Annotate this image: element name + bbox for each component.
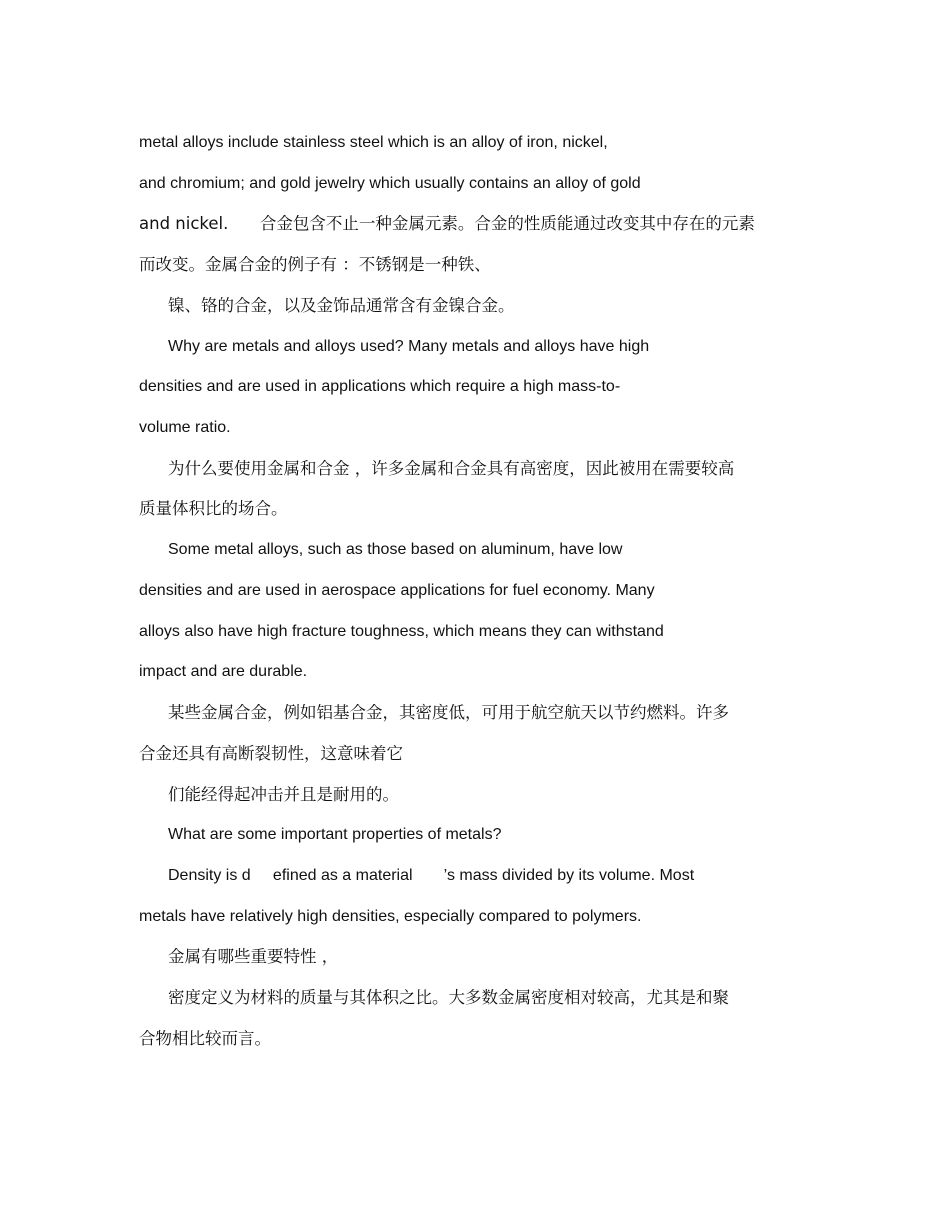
- text-line: Density is d efined as a material ’s mass divided by its volume. Most: [168, 867, 695, 884]
- text-line: densities and are used in applications which require a high mass-to-: [139, 378, 621, 395]
- text-line: densities and are used in aerospace applications for fuel economy. Many: [139, 582, 655, 599]
- text-line: What are some important properties of metals?: [168, 826, 502, 843]
- text-line: 某些金属合金，例如铝基合金，其密度低，可用于航空航天以节约燃料。许多: [168, 703, 729, 722]
- text-line: 质量体积比的场合。: [139, 499, 288, 518]
- text-line: and chromium; and gold jewelry which usually contains an alloy of gold: [139, 175, 641, 192]
- text-line: 镍、铬的合金，以及金饰品通常含有金镍合金。: [168, 296, 515, 315]
- text-line: 合金还具有高断裂韧性，这意味着它: [139, 744, 403, 763]
- text-line: and nickel. 合金包含不止一种金属元素。合金的性质能通过改变其中存在的元素: [139, 214, 755, 233]
- text-line: metals have relatively high densities, especially compared to polymers.: [139, 908, 642, 925]
- text-line: 密度定义为材料的质量与其体积之比。大多数金属密度相对较高，尤其是和聚: [168, 988, 729, 1007]
- text-line: 合物相比较而言。: [139, 1029, 271, 1048]
- text-line: 金属有哪些重要特性 ，: [168, 947, 339, 966]
- text-line: 为什么要使用金属和合金 ，许多金属和合金具有高密度，因此被用在需要较高: [168, 459, 735, 478]
- text-line: 而改变。金属合金的例子有 ：不锈钢是一种铁、: [139, 255, 491, 274]
- text-line: 们能经得起冲击并且是耐用的。: [168, 785, 399, 804]
- text-line: metal alloys include stainless steel which is an alloy of iron, nickel,: [139, 134, 608, 151]
- text-line: impact and are durable.: [139, 663, 308, 680]
- text-line: alloys also have high fracture toughness, which means they can withstand: [139, 623, 664, 640]
- text-line: volume ratio.: [139, 419, 231, 436]
- text-line: Why are metals and alloys used? Many metals and alloys have high: [168, 338, 650, 355]
- text-line: Some metal alloys, such as those based on aluminum, have low: [168, 541, 623, 558]
